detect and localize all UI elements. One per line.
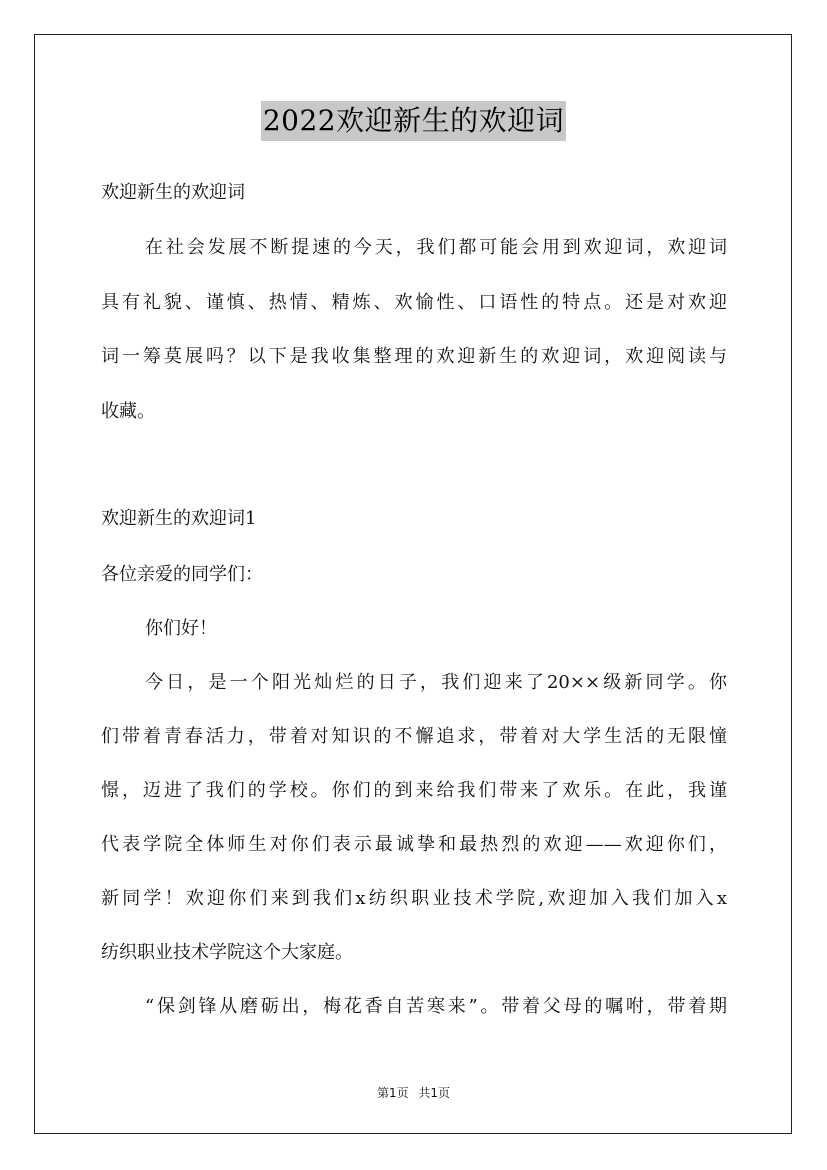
paragraph-line: 代表学院全体师生对你们表示最诚挚和最热烈的欢迎——欢迎你们，: [101, 834, 727, 855]
paragraph-line: 纺织职业技术学院这个大家庭。: [101, 942, 353, 963]
paragraph-line: 新同学！欢迎你们来到我们x纺织职业技术学院,欢迎加入我们加入x: [101, 888, 727, 909]
page-title: 2022欢迎新生的欢迎词: [261, 101, 566, 141]
title-container: [0, 101, 827, 141]
paragraph-line: 憬，迈进了我们的学校。你们的到来给我们带来了欢乐。在此，我谨: [101, 780, 727, 801]
section-heading: 欢迎新生的欢迎词: [101, 182, 245, 203]
paragraph-line: 收藏。: [101, 401, 155, 422]
greeting: 你们好！: [145, 618, 217, 639]
paragraph-line: 具有礼貌、谨慎、热情、精炼、欢愉性、口语性的特点。还是对欢迎: [101, 292, 727, 313]
page-footer: [0, 1085, 827, 1101]
paragraph-line: “保剑锋从磨砺出，梅花香自苦寒来”。带着父母的嘱咐，带着期: [145, 996, 727, 1017]
section-heading: 欢迎新生的欢迎词1: [101, 508, 257, 529]
paragraph-line: 词一筹莫展吗？以下是我收集整理的欢迎新生的欢迎词，欢迎阅读与: [101, 346, 727, 367]
page-number: 第1页: [376, 1086, 409, 1100]
page-total: 共1页: [418, 1086, 451, 1100]
paragraph-line: 在社会发展不断提速的今天，我们都可能会用到欢迎词，欢迎词: [145, 237, 727, 258]
salutation: 各位亲爱的同学们：: [101, 564, 263, 585]
paragraph-line: 们带着青春活力，带着对知识的不懈追求，带着对大学生活的无限憧: [101, 726, 727, 747]
paragraph-line: 今日，是一个阳光灿烂的日子，我们迎来了20××级新同学。你: [145, 672, 727, 693]
